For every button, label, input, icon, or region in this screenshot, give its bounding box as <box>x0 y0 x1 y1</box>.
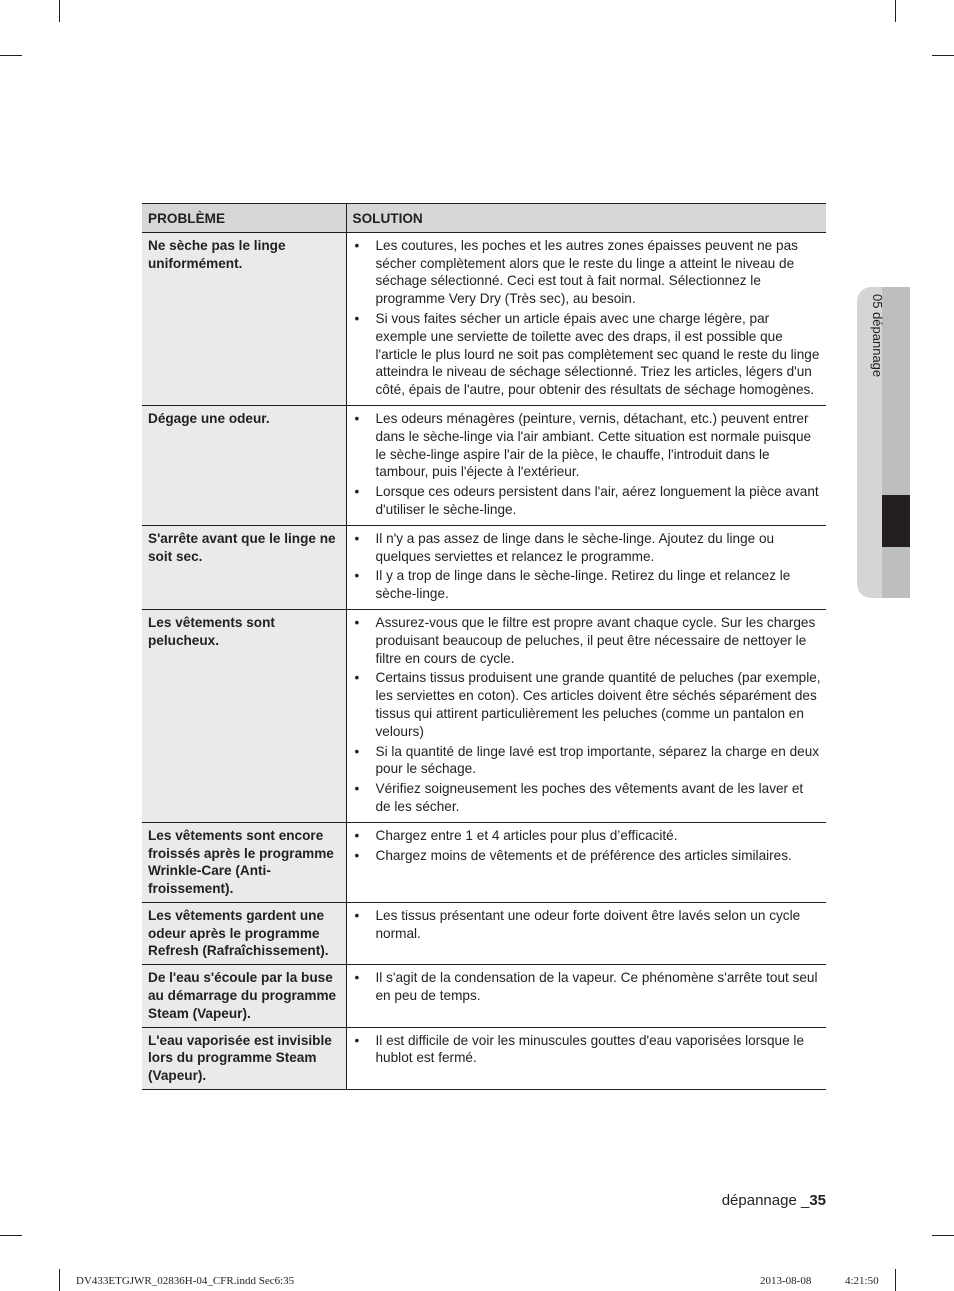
troubleshooting-table <box>142 203 826 1090</box>
solution-item: • Chargez moins de vêtements et de préférence des articles similaires. <box>353 847 823 865</box>
solution-list <box>353 1032 823 1068</box>
table-row <box>142 965 826 1027</box>
solution-cell <box>346 1027 826 1089</box>
table-row <box>142 232 826 405</box>
problem-cell: Les vêtements gardent une odeur après le programme Refresh (Rafraîchissement). <box>142 902 346 964</box>
problem-cell: Dégage une odeur. <box>142 405 346 525</box>
solution-item: • Assurez-vous que le filtre est propre avant chaque cycle. Sur les charges produisant beaucoup de peluches, il peut être nécessaire de nettoyer le filtre en cours de cycle. <box>353 614 823 667</box>
crop-mark <box>895 1269 896 1291</box>
slug-date: 2013-08-08 <box>760 1275 812 1287</box>
solution-cell <box>346 902 826 964</box>
solution-item: • Il y a trop de linge dans le sèche-linge. Retirez du linge et relancez le sèche-linge. <box>353 567 823 603</box>
solution-cell <box>346 822 826 902</box>
tab-current-marker <box>882 495 910 547</box>
solution-item: • Lorsque ces odeurs persistent dans l'air, aérez longuement la pièce avant d'utiliser le sèche-linge. <box>353 483 823 519</box>
table-row <box>142 525 826 609</box>
tab-segment <box>882 547 910 598</box>
slug-time: 4:21:50 <box>845 1275 879 1287</box>
crop-mark <box>932 55 954 56</box>
page-footer <box>722 1192 826 1209</box>
problem-cell: De l'eau s'écoule par la buse au démarrage du programme Steam (Vapeur). <box>142 965 346 1027</box>
header-problem: PROBLÈME <box>142 204 346 233</box>
table-body <box>142 232 826 1089</box>
solution-item: • Il est difficile de voir les minuscules gouttes d'eau vaporisées lorsque le hublot est fermé. <box>353 1032 823 1068</box>
tab-segment <box>882 287 910 495</box>
crop-mark <box>0 55 22 56</box>
crop-mark <box>932 1235 954 1236</box>
solution-list <box>353 614 823 816</box>
page-number: 35 <box>809 1192 826 1209</box>
solution-item: • Si la quantité de linge lavé est trop importante, séparez la charge en deux pour le séchage. <box>353 743 823 779</box>
solution-list <box>353 410 823 519</box>
table-row <box>142 405 826 525</box>
crop-mark <box>59 0 60 22</box>
solution-item: • Les coutures, les poches et les autres zones épaisses peuvent ne pas sécher complètement alors que le reste du linge a atteint le niveau de séchage sélectionné. Ceci est tout à fait normal. Sélectionnez le programme Very Dry (Très sec), au besoin. <box>353 237 823 308</box>
solution-list <box>353 530 823 603</box>
solution-list <box>353 907 823 943</box>
crop-mark <box>0 1235 22 1236</box>
solution-item: • Il s'agit de la condensation de la vapeur. Ce phénomène s'arrête tout seul en peu de temps. <box>353 969 823 1005</box>
footer-section: dépannage _ <box>721 1192 810 1209</box>
slug-file: DV433ETGJWR_02836H-04_CFR.indd Sec6:35 <box>76 1275 295 1287</box>
solution-item: • Vérifiez soigneusement les poches des vêtements avant de les laver et de les sécher. <box>353 780 823 816</box>
problem-cell: Ne sèche pas le linge uniformément. <box>142 232 346 405</box>
problem-cell: Les vêtements sont pelucheux. <box>142 609 346 822</box>
solution-item: • Les odeurs ménagères (peinture, vernis, détachant, etc.) peuvent entrer dans le sèche-linge via l'air ambiant. Cette situation est normale puisque le sèche-linge aspire l'air de la pièce, le chauffe, l'introduit dans le tambour, puis l'éjecte à l'extérieur. <box>353 410 823 481</box>
solution-list <box>353 969 823 1005</box>
solution-cell <box>346 525 826 609</box>
solution-item: • Il n'y a pas assez de linge dans le sèche-linge. Ajoutez du linge ou quelques serviettes et relancez le programme. <box>353 530 823 566</box>
table-header-row <box>142 204 826 233</box>
problem-cell: S'arrête avant que le linge ne soit sec. <box>142 525 346 609</box>
solution-item: • Certains tissus produisent une grande quantité de peluches (par exemple, les serviettes en coton). Ces articles doivent être séchés séparément des tissus qui attirent particulièrement les peluches (comme un pantalon en velours) <box>353 669 823 740</box>
problem-cell: L'eau vaporisée est invisible lors du programme Steam (Vapeur). <box>142 1027 346 1089</box>
table-row <box>142 822 826 902</box>
solution-cell <box>346 232 826 405</box>
crop-mark <box>59 1269 60 1291</box>
header-solution: SOLUTION <box>346 204 826 233</box>
solution-cell <box>346 405 826 525</box>
table-row <box>142 902 826 964</box>
solution-cell <box>346 609 826 822</box>
table-row <box>142 609 826 822</box>
solution-list <box>353 237 823 399</box>
table-row <box>142 1027 826 1089</box>
solution-item: • Chargez entre 1 et 4 articles pour plus d’efficacité. <box>353 827 823 845</box>
problem-cell: Les vêtements sont encore froissés après le programme Wrinkle-Care (Anti-froissement). <box>142 822 346 902</box>
solution-item: • Les tissus présentant une odeur forte doivent être lavés selon un cycle normal. <box>353 907 823 943</box>
crop-mark <box>895 0 896 22</box>
solution-item: • Si vous faites sécher un article épais avec une charge légère, par exemple une serviette de toilette avec des draps, il est possible que l'article le plus lourd ne soit pas complètement sec quand le reste du linge atteindra le niveau de séchage sélectionné. Triez les articles, légers d'un côté, épais de l'autre, pour obtenir des résultats de séchage homogènes. <box>353 310 823 399</box>
chapter-label: 05 dépannage <box>870 294 885 378</box>
solution-list <box>353 827 823 865</box>
solution-cell <box>346 965 826 1027</box>
